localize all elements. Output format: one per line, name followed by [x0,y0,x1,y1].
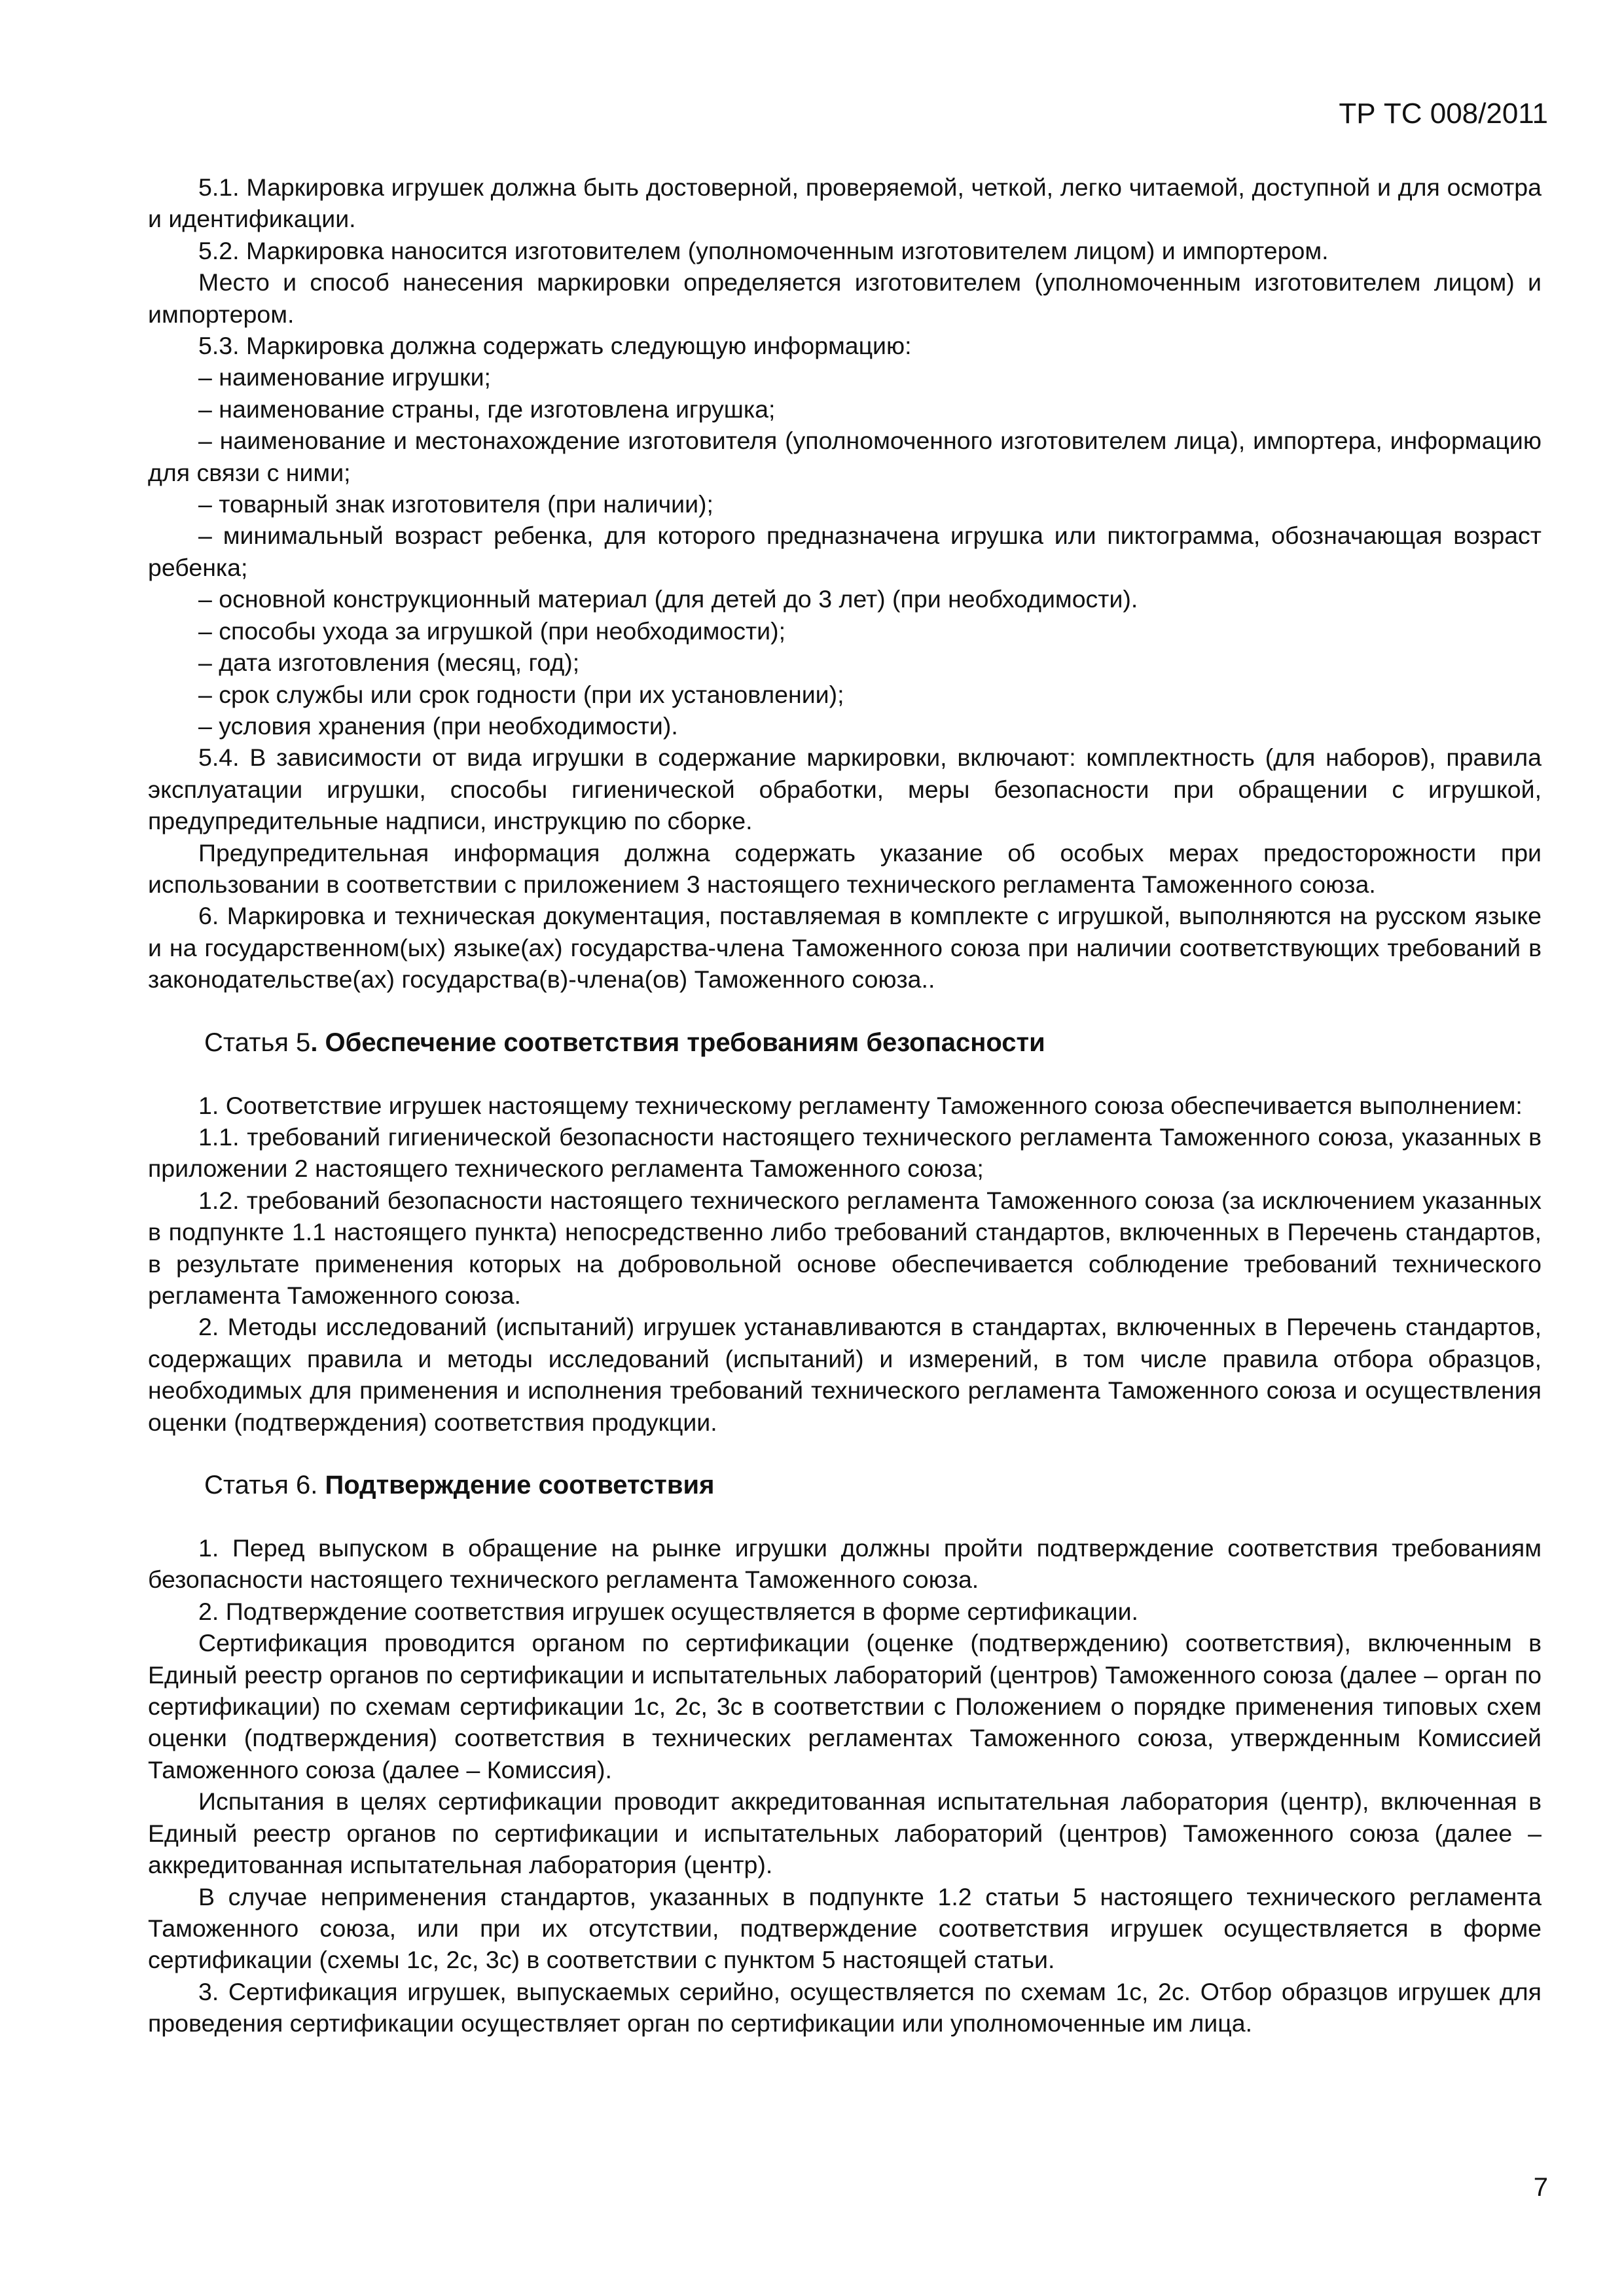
page-number: 7 [1533,2173,1548,2202]
article-6-paragraph-testing: Испытания в целях сертификации проводит аккредитованная испытательная лаборатория (центр), включенная в Единый реестр органов по сертификации и испытательных лабораторий (центров) Таможенного союза (далее – аккредитованная испытательная лаборатория (центр). [148,1787,1542,1879]
article-6-prefix: Статья 6. [204,1471,318,1500]
article-5-prefix: Статья 5 [204,1028,311,1057]
list-item-service-life: – срок службы или срок годности (при их установлении); [198,680,844,708]
list-item-storage: – условия хранения (при необходимости). [198,711,678,740]
article-5-title: . Обеспечение соответствия требованиям безопасности [310,1028,1045,1057]
list-item-material: – основной конструкционный материал (для детей до 3 лет) (при необходимости). [198,585,1138,613]
list-item-min-age: – минимальный возраст ребенка, для которого предназначена игрушка или пиктограмма, обозначающая возраст ребенка; [148,522,1542,581]
paragraph-6-language: 6. Маркировка и техническая документация, поставляемая в комплекте с игрушкой, выполняются на русском языке и на государственном(ых) языке(ах) государства-члена Таможенного союза при наличии соответствующих требований в законодательстве(ах) государства(в)-члена(ов) Таможенного союза.. [148,902,1542,994]
document-body [148,171,1542,2039]
article-6-paragraph-certification: Сертификация проводится органом по сертификации (оценке (подтверждению) соответствия), включенным в Единый реестр органов по сертификации и испытательных лабораторий (центров) Таможенного союза (далее – орган по сертификации) по схемам сертификации 1с, 2с, 3с в соответствии с Положением о порядке применения типовых схем оценки (подтверждения) соответствия в технических регламентах Таможенного союза, утвержденным Комиссией Таможенного союза (далее – Комиссия). [148,1629,1542,1784]
article-5-heading [148,1027,1542,1058]
article-6-section [148,1532,1542,2039]
list-item-care: – способы ухода за игрушкой (при необходимости); [198,617,786,645]
article-5-paragraph-1-2: 1.2. требований безопасности настоящего технического регламента Таможенного союза (за исключением указанных в подпункте 1.1 настоящего пункта) непосредственно либо требований стандартов, включенных в Перечень стандартов, в результате применения которых на добровольной основе обеспечивается соблюдение требований технического регламента Таможенного союза. [148,1186,1542,1309]
paragraph-5-2: 5.2. Маркировка наносится изготовителем (уполномоченным изготовителем лицом) и импортером. [198,236,1329,264]
article-6-paragraph-non-application: В случае неприменения стандартов, указанных в подпункте 1.2 статьи 5 настоящего технического регламента Таможенного союза, или при их отсутствии, подтверждение соответствия игрушек осуществляется в форме сертификации (схемы 1с, 2с, 3с) в соответствии с пунктом 5 настоящей статьи. [148,1882,1542,1974]
paragraph-5-3: 5.3. Маркировка должна содержать следующую информацию: [198,332,912,360]
article-5-paragraph-1: 1. Соответствие игрушек настоящему техническому регламенту Таможенного союза обеспечивается выполнением: [198,1091,1523,1119]
list-item-toy-name: – наименование игрушки; [198,363,491,391]
article-5-paragraph-2: 2. Методы исследований (испытаний) игрушек устанавливаются в стандартах, включенных в Перечень стандартов, содержащих правила и методы исследований (испытаний) и измерений, в том числе правила отбора образцов, необходимых для применения и исполнения требований технического регламента Таможенного союза и осуществления оценки (подтверждения) соответствия продукции. [148,1313,1542,1436]
article-5-paragraph-1-1: 1.1. требований гигиенической безопасности настоящего технического регламента Таможенного союза, указанных в приложении 2 настоящего технического регламента Таможенного союза; [148,1122,1542,1183]
article-5-section [148,1090,1542,1438]
article-6-heading [148,1469,1542,1501]
paragraph-5-1: 5.1. Маркировка игрушек должна быть достоверной, проверяемой, четкой, легко читаемой, доступной и для осмотра и идентификации. [148,173,1542,233]
paragraph-5-4: 5.4. В зависимости от вида игрушки в содержание маркировки, включают: комплектность (для наборов), правила эксплуатации игрушки, способы гигиенической обработки, меры безопасности при обращении с игрушкой, предупредительные надписи, инструкцию по сборке. [148,744,1542,835]
list-item-manufacturer: – наименование и местонахождение изготовителя (уполномоченного изготовителем лица), импортера, информацию для связи с ними; [148,427,1542,486]
article-6-paragraph-2: 2. Подтверждение соответствия игрушек осуществляется в форме сертификации. [198,1597,1138,1625]
paragraph-warning-info: Предупредительная информация должна содержать указание об особых мерах предосторожности при использовании в соответствии с приложением 3 настоящего технического регламента Таможенного союза. [148,838,1542,898]
marking-section [148,171,1542,996]
list-item-trademark: – товарный знак изготовителя (при наличии); [198,490,713,518]
list-item-manufacture-date: – дата изготовления (месяц, год); [198,649,580,677]
article-6-paragraph-1: 1. Перед выпуском в обращение на рынке игрушки должны пройти подтверждение соответствия требованиям безопасности настоящего технического регламента Таможенного союза. [148,1534,1542,1594]
paragraph-marking-place: Место и способ нанесения маркировки определяется изготовителем (уполномоченным изготовителем лицом) и импортером. [148,268,1542,328]
document-code-header: ТР ТС 008/2011 [1339,98,1548,130]
list-item-country: – наименование страны, где изготовлена игрушка; [198,395,776,423]
article-6-paragraph-3: 3. Сертификация игрушек, выпускаемых серийно, осуществляется по схемам 1с, 2с. Отбор образцов игрушек для проведения сертификации осуществляет орган по сертификации или уполномоченные им лица. [148,1977,1542,2037]
article-6-title: Подтверждение соответствия [325,1471,715,1500]
